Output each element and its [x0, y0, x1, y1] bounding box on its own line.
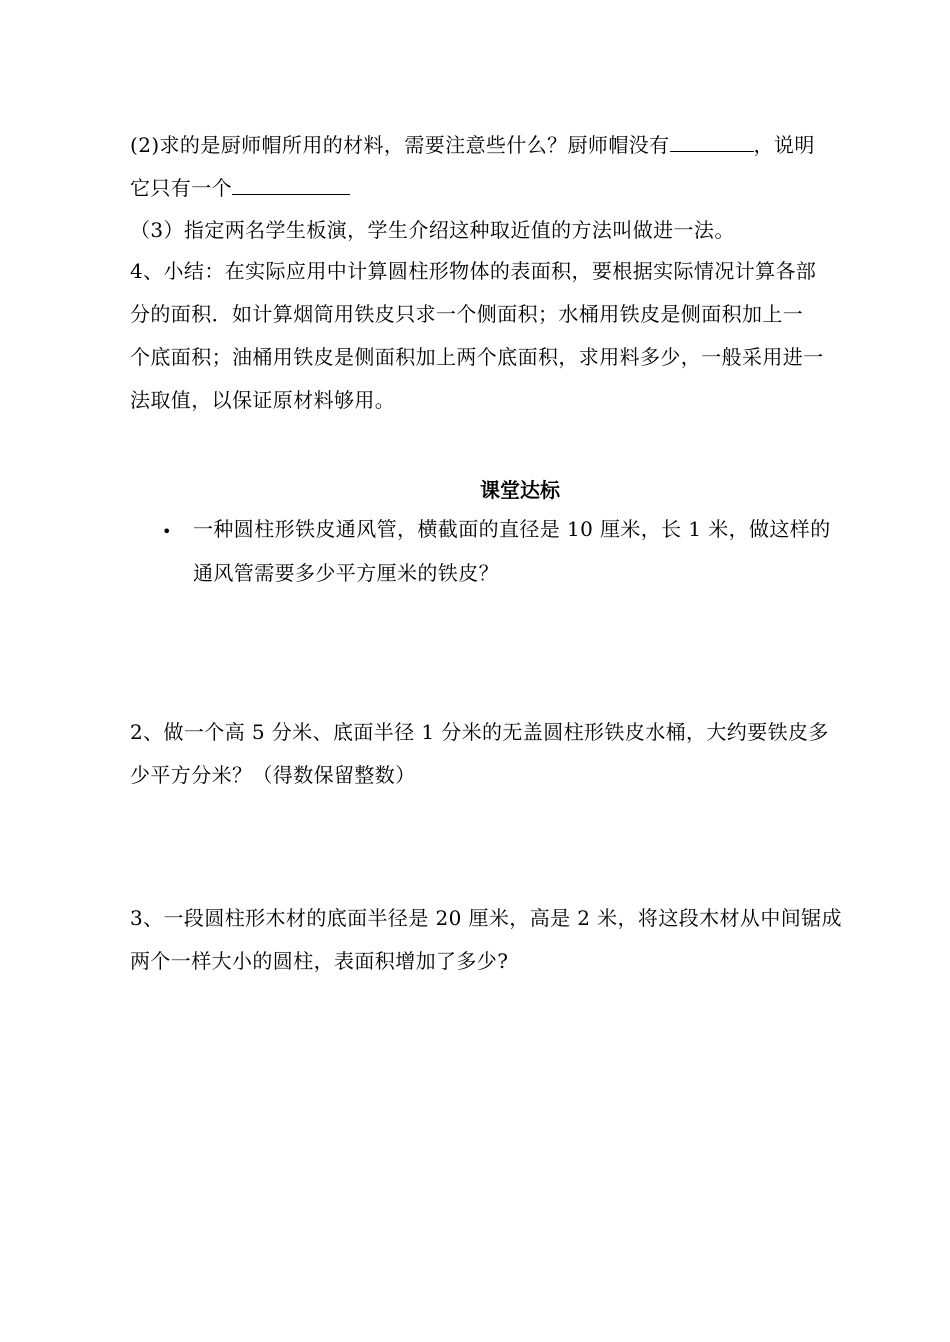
problem-2-line-1: 2、做一个高 5 分米、底面半径 1 分米的无盖圆柱形铁皮水桶，大约要铁皮多	[130, 720, 829, 744]
question-2-text-b: ，说明	[753, 133, 815, 157]
summary-line-1: 4、小结：在实际应用中计算圆柱形物体的表面积，要根据实际情况计算各部	[130, 259, 817, 283]
problem-2-line-2: 少平方分米？（得数保留整数）	[130, 763, 416, 787]
question-2-line-2	[130, 176, 350, 200]
problem-3-line-2: 两个一样大小的圆柱，表面积增加了多少?	[130, 949, 509, 973]
summary-line-4: 法取值，以保证原材料够用。	[130, 388, 396, 412]
summary-line-3: 个底面积；油桶用铁皮是侧面积加上两个底面积，求用料多少，一般采用进一	[130, 345, 824, 369]
summary-line-2: 分的面积．如计算烟筒用铁皮只求一个侧面积；水桶用铁皮是侧面积加上一	[130, 302, 804, 326]
problem-1-line-2: 通风管需要多少平方厘米的铁皮？	[193, 561, 499, 585]
problem-1-line-1: 一种圆柱形铁皮通风管，横截面的直径是 10 厘米，长 1 米，做这样的	[193, 517, 831, 541]
answer-blank-2[interactable]	[232, 176, 350, 195]
answer-blank-1[interactable]	[670, 133, 754, 152]
practice-heading: 课堂达标	[480, 478, 560, 502]
question-2-line-1	[130, 133, 815, 157]
problem-3-line-1: 3、一段圆柱形木材的底面半径是 20 厘米，高是 2 米，将这段木材从中间锯成	[130, 906, 842, 930]
question-3-line: （3）指定两名学生板演，学生介绍这种取近值的方法叫做进一法。	[130, 218, 735, 242]
question-2-text-c: 它只有一个	[130, 176, 232, 200]
question-2-text-a: (2)求的是厨师帽所用的材料，需要注意些什么？厨师帽没有	[130, 133, 670, 157]
bullet-marker: •	[162, 522, 172, 541]
